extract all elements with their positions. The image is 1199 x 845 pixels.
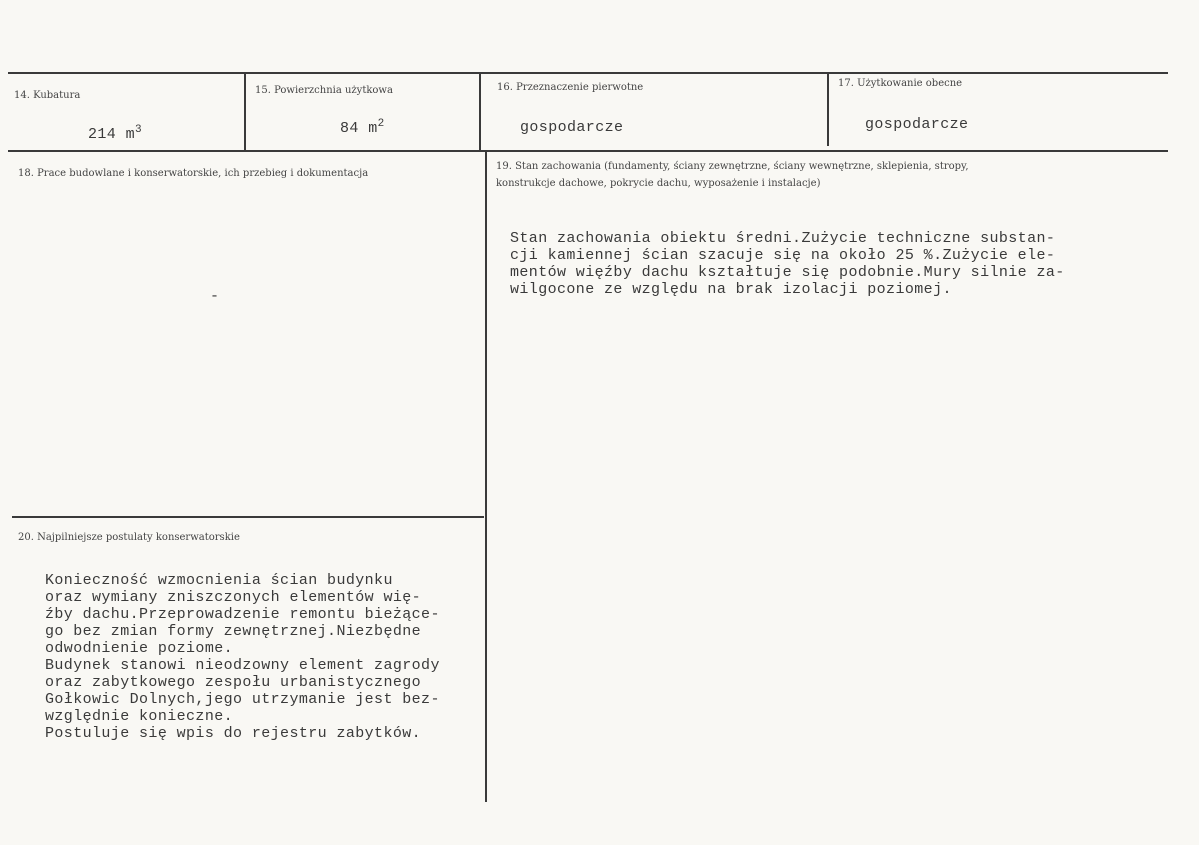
field18-label: 18. Prace budowlane i konserwatorskie, ich przebieg i dokumentacja — [18, 168, 369, 179]
field16-value: gospodarcze — [520, 119, 624, 136]
text-line: Stan zachowania obiektu średni.Zużycie techniczne substan- — [510, 230, 1056, 247]
text-line: względnie konieczne. — [45, 708, 234, 725]
top-rule — [8, 72, 1168, 74]
field20-text — [45, 572, 440, 742]
text-line: go bez zmian formy zewnętrznej.Niezbędne — [45, 623, 422, 640]
field15-unit: $m^2$ — [368, 118, 385, 137]
text-line: wilgocone ze względu na brak izolacji poziomej. — [510, 281, 952, 298]
text-line: odwodnienie poziome. — [45, 640, 234, 657]
text-line: oraz zabytkowego zespołu urbanistycznego — [45, 674, 422, 691]
text-line: źby dachu.Przeprowadzenie remontu bieżące- — [45, 606, 440, 623]
field19-label-line: konstrukcje dachowe, pokrycie dachu, wyposażenie i instalacje) — [496, 178, 821, 189]
text-line: Konieczność wzmocnienia ścian budynku — [45, 572, 393, 589]
divider-18-19 — [485, 152, 487, 802]
field15-label: 15. Powierzchnia użytkowa — [255, 85, 393, 96]
text-line: mentów więźby dachu kształtuje się podobnie.Mury silnie za- — [510, 264, 1065, 281]
text-line: cji kamiennej ścian szacuje się na około 25 %.Zużycie ele- — [510, 247, 1056, 264]
field19-label-line: 19. Stan zachowania (fundamenty, ściany zewnętrzne, ściany wewnętrzne, sklepienia, stropy, — [496, 161, 969, 172]
text-line: Postuluje się wpis do rejestru zabytków. — [45, 725, 422, 742]
field14-label: 14. Kubatura — [14, 90, 81, 101]
field19-label — [496, 160, 969, 191]
text-line: Gołkowic Dolnych,jego utrzymanie jest bez- — [45, 691, 440, 708]
divider-14-15 — [244, 74, 246, 152]
text-line: Budynek stanowi nieodzowny element zagrody — [45, 657, 440, 674]
row1-bottom-rule — [8, 150, 1168, 152]
field15-value — [340, 118, 385, 137]
field20-label: 20. Najpilniejsze postulaty konserwatorskie — [18, 532, 240, 543]
divider-15-16 — [479, 74, 481, 152]
field18-bottom-rule — [12, 516, 484, 518]
field19-text — [510, 230, 1065, 298]
field14-unit: $m^3$ — [125, 124, 143, 143]
field17-label: 17. Użytkowanie obecne — [838, 78, 963, 89]
field14-number: 214 — [88, 126, 117, 143]
field18-value: - — [210, 288, 220, 305]
text-line: oraz wymiany zniszczonych elementów wię- — [45, 589, 422, 606]
field14-value — [88, 124, 142, 143]
field17-value: gospodarcze — [865, 116, 969, 133]
divider-16-17 — [827, 74, 829, 146]
field16-label: 16. Przeznaczenie pierwotne — [497, 82, 644, 93]
field15-number: 84 — [340, 120, 359, 137]
